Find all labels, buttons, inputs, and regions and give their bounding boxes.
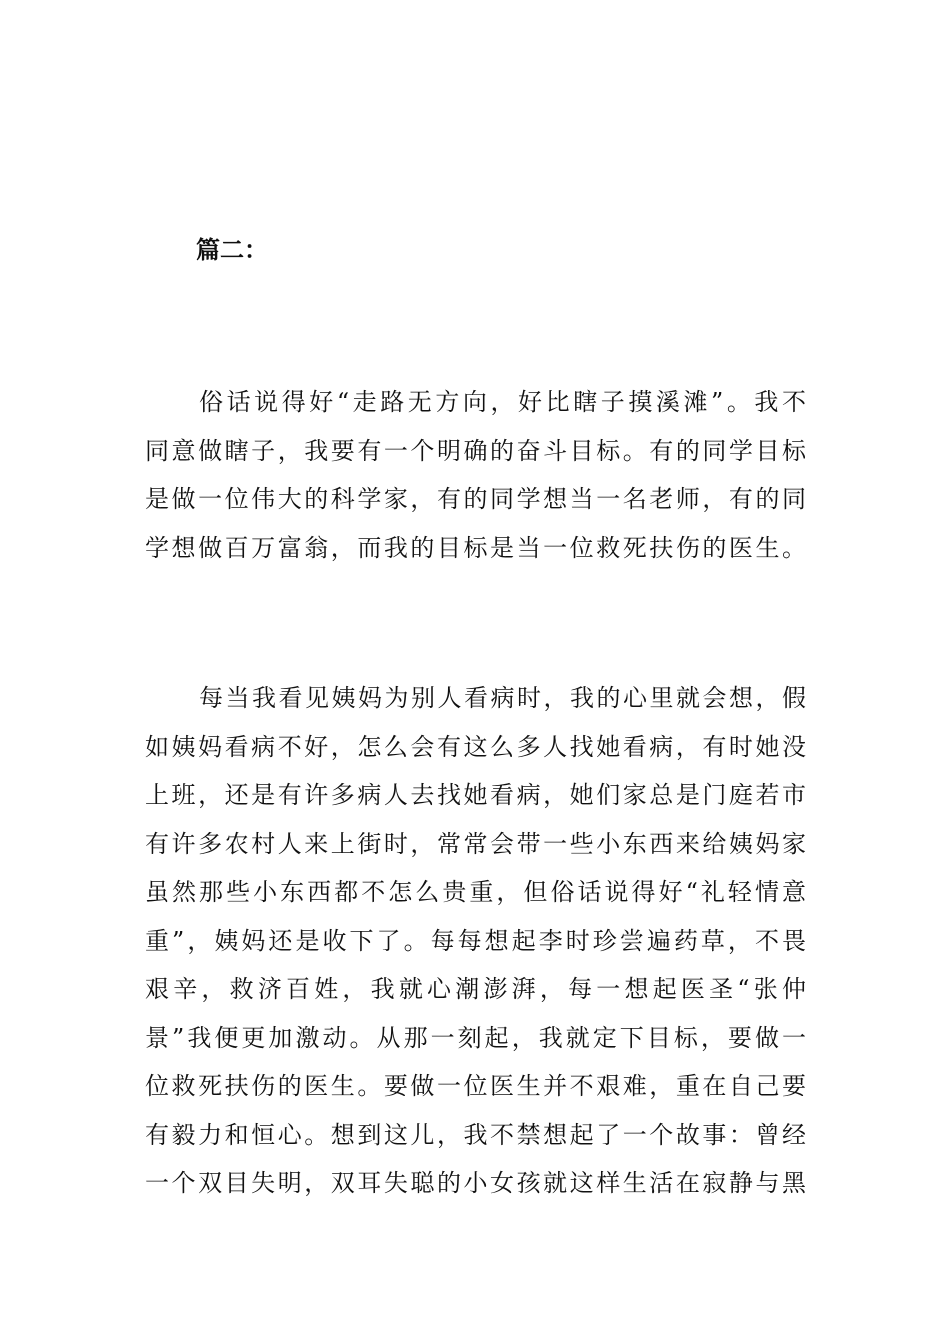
paragraph-2 bbox=[145, 674, 807, 1208]
paragraph-line: 学想做百万富翁，而我的目标是当一位救死扶伤的医生。 bbox=[145, 533, 807, 562]
paragraph-line: 一个双目失明，双耳失聪的小女孩就这样生活在寂静与黑 bbox=[145, 1169, 807, 1197]
paragraph-line: 是做一位伟大的科学家，有的同学想当一名老师，有的同 bbox=[145, 485, 807, 513]
paragraph-line: 虽然那些小东西都不怎么贵重，但俗话说得好“礼轻情意 bbox=[145, 878, 807, 906]
paragraph-line: 有毅力和恒心。想到这儿，我不禁想起了一个故事：曾经 bbox=[145, 1120, 807, 1149]
paragraph-line: 如姨妈看病不好，怎么会有这么多人找她看病，有时她没 bbox=[145, 732, 807, 761]
section-title: 篇二： bbox=[196, 235, 268, 264]
paragraph-line: 俗话说得好“走路无方向，好比瞎子摸溪滩”。我不 bbox=[199, 388, 807, 416]
paragraph-line: 位救死扶伤的医生。要做一位医生并不艰难，重在自己要 bbox=[145, 1072, 807, 1100]
paragraph-line: 重”，姨妈还是收下了。每每想起李时珍尝遍药草，不畏 bbox=[145, 926, 807, 955]
paragraph-line: 同意做瞎子，我要有一个明确的奋斗目标。有的同学目标 bbox=[145, 436, 807, 465]
paragraph-line: 每当我看见姨妈为别人看病时，我的心里就会想，假 bbox=[199, 684, 807, 712]
paragraph-1 bbox=[145, 378, 807, 572]
paragraph-line: 景”我便更加激动。从那一刻起，我就定下目标，要做一 bbox=[145, 1023, 807, 1052]
paragraph-line: 艰辛，救济百姓，我就心潮澎湃，每一想起医圣“张仲 bbox=[145, 975, 807, 1003]
paragraph-line: 上班，还是有许多病人去找她看病，她们家总是门庭若市 bbox=[145, 781, 807, 809]
paragraph-line: 有许多农村人来上街时，常常会带一些小东西来给姨妈家 bbox=[145, 829, 807, 858]
